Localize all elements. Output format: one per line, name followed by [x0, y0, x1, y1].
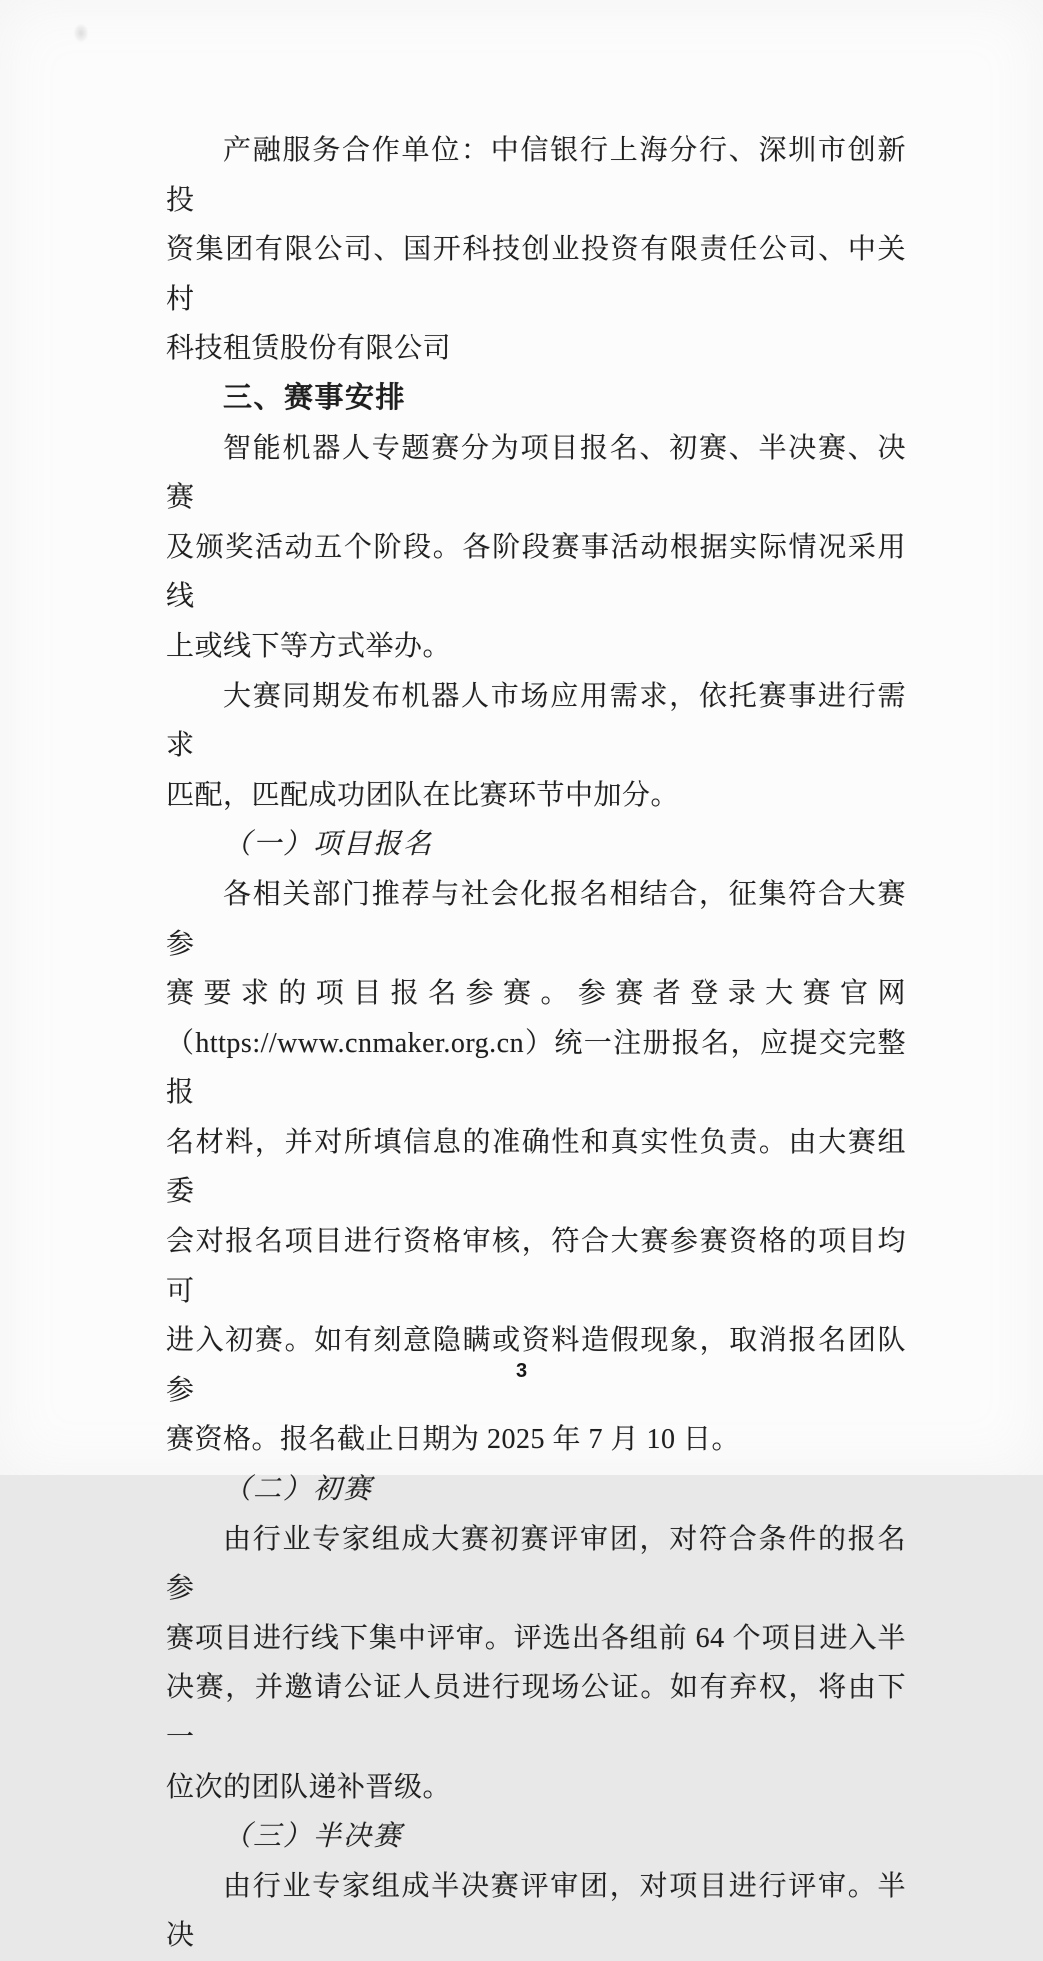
- paragraph-line: 匹配，匹配成功团队在比赛环节中加分。: [166, 779, 680, 811]
- paragraph-line-with-url: （https://www.cnmaker.org.cn）统一注册报名，应提交完整报: [166, 1027, 906, 1109]
- paragraph-line-deadline: 赛资格。报名截止日期为 2025 年 7 月 10 日。: [166, 1424, 741, 1456]
- paragraph-line: 由行业专家组成大赛初赛评审团，对符合条件的报名参: [166, 1523, 906, 1605]
- page-number: 3: [515, 1360, 528, 1382]
- paragraph-line: 名材料，并对所填信息的准确性和真实性负责。由大赛组委: [166, 1126, 906, 1208]
- paragraph-line: 各相关部门推荐与社会化报名相结合，征集符合大赛参: [166, 878, 906, 960]
- paragraph-line: 产融服务合作单位：中信银行上海分行、深圳市创新投: [166, 135, 906, 216]
- paragraph-line: 及颁奖活动五个阶段。各阶段赛事活动根据实际情况采用线: [166, 531, 906, 613]
- paragraph-line: 赛要求的项目报名参赛。参赛者登录大赛官网: [166, 978, 906, 1010]
- heading-semifinal-round: （三）半决赛: [223, 1821, 404, 1853]
- paragraph-line: 大赛同期发布机器人市场应用需求，依托赛事进行需求: [166, 680, 906, 762]
- document-body: [166, 126, 906, 1961]
- heading-project-registration: （一）项目报名: [223, 829, 434, 861]
- paragraph-line: 进入初赛。如有刻意隐瞒或资料造假现象，取消报名团队参: [166, 1325, 906, 1406]
- paragraph-line: 智能机器人专题赛分为项目报名、初赛、半决赛、决赛: [166, 432, 906, 514]
- paragraph-line: 科技租赁股份有限公司: [166, 333, 452, 365]
- paragraph-line: 由行业专家组成半决赛评审团，对项目进行评审。半决: [166, 1870, 906, 1952]
- heading-preliminary-round: （二）初赛: [223, 1474, 374, 1506]
- scan-artifact-smudge: [74, 24, 88, 42]
- paragraph-line: 会对报名项目进行资格审核，符合大赛参赛资格的项目均可: [166, 1226, 906, 1307]
- paragraph-line: 上或线下等方式举办。: [166, 630, 452, 662]
- paragraph-line: 位次的团队递补晋级。: [166, 1771, 452, 1803]
- paragraph-line: 决赛，并邀请公证人员进行现场公证。如有弃权，将由下一: [166, 1672, 906, 1753]
- heading-competition-arrangement: 三、赛事安排: [223, 381, 407, 414]
- paragraph-line: 资集团有限公司、国开科技创业投资有限责任公司、中关村: [166, 234, 906, 315]
- paragraph-line: 赛项目进行线下集中评审。评选出各组前 64 个项目进入半: [166, 1622, 906, 1654]
